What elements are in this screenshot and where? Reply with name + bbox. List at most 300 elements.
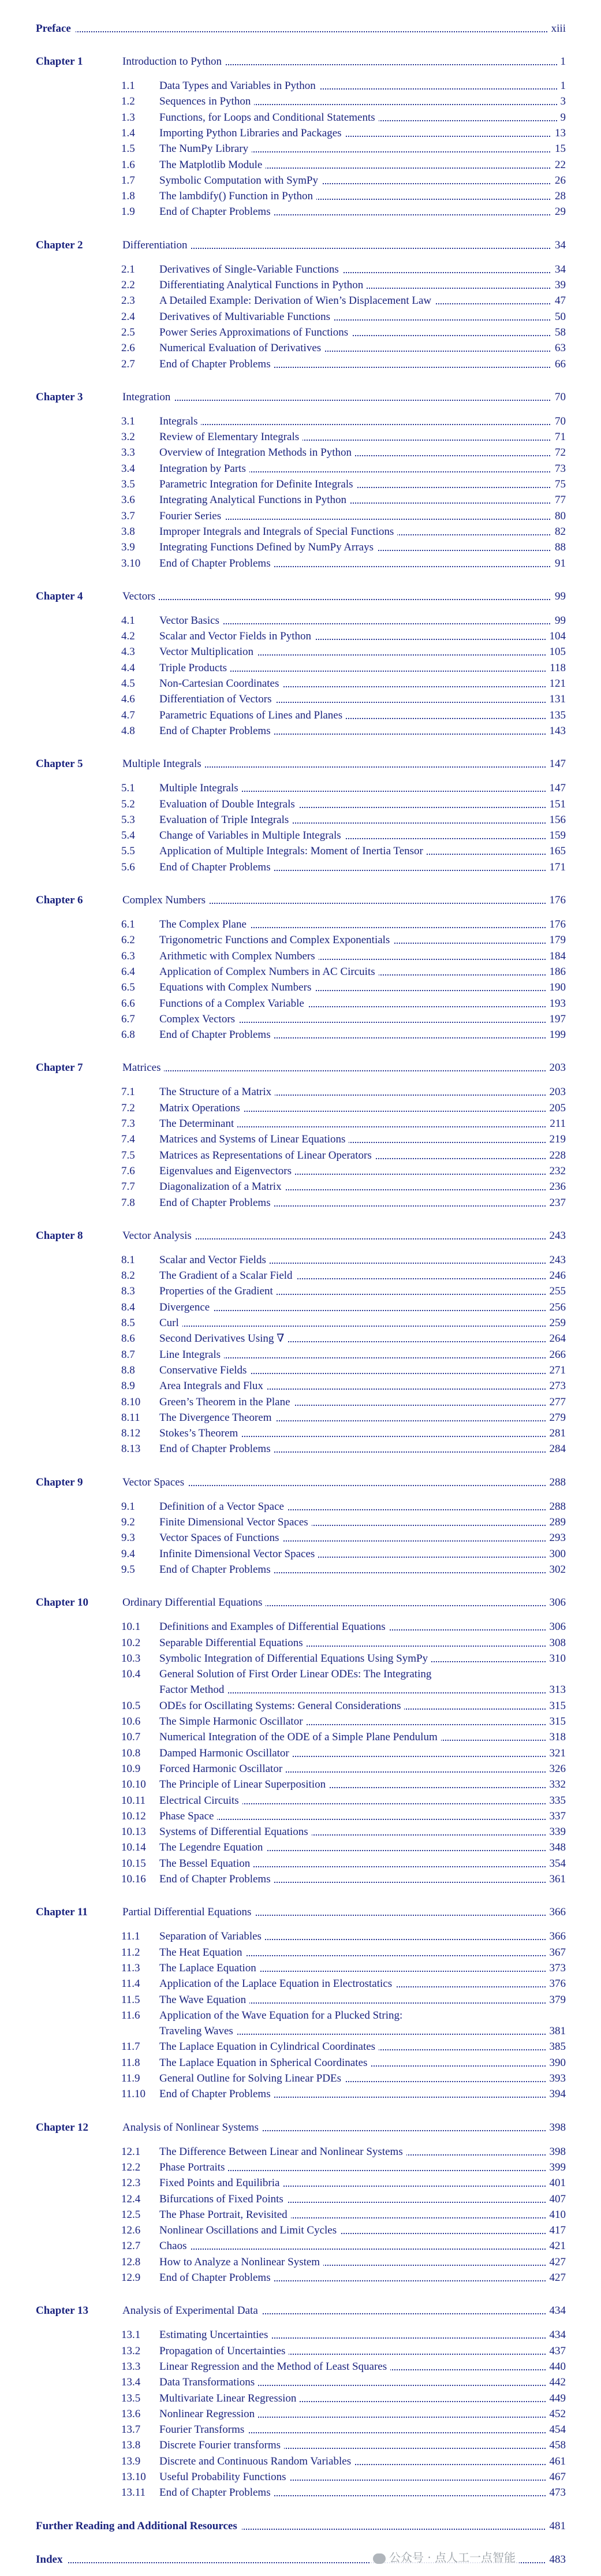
toc-chapter-entry[interactable]: [0, 390, 601, 404]
toc-section-entry[interactable]: [0, 918, 601, 932]
toc-section-entry[interactable]: [0, 1547, 601, 1561]
toc-section-entry[interactable]: [0, 2271, 601, 2285]
section-title: Second Derivatives Using ∇: [159, 1332, 288, 1346]
toc-section-entry[interactable]: [0, 1427, 601, 1440]
page-number: 255: [546, 1285, 566, 1298]
toc-section-entry[interactable]: [0, 630, 601, 643]
toc-section-entry[interactable]: [0, 2376, 601, 2389]
toc-section-entry[interactable]: [0, 1117, 601, 1131]
toc-section-entry[interactable]: [0, 1620, 601, 1634]
toc-section-entry[interactable]: [0, 1794, 601, 1808]
page-number: 104: [546, 630, 566, 643]
section-title: General Solution of First Order Linear ODEs: The Integrating: [159, 1667, 435, 1681]
page-number: 473: [546, 2486, 566, 2500]
section-number: 12.4: [121, 2192, 144, 2206]
toc-section-entry[interactable]: [0, 677, 601, 691]
section-title: Application of the Laplace Equation in Electrostatics: [159, 1977, 395, 1991]
toc-section-entry[interactable]: [0, 1253, 601, 1267]
section-title: The Determinant: [159, 1117, 237, 1131]
toc-section-entry[interactable]: [0, 278, 601, 292]
section-title: Divergence: [159, 1301, 213, 1315]
page-number: 105: [546, 645, 566, 659]
watermark-text: 公众号 · 点人工一点智能: [389, 2551, 516, 2564]
toc-section-entry[interactable]: [0, 950, 601, 963]
page-number: 190: [546, 981, 566, 995]
toc-section-entry[interactable]: [0, 1747, 601, 1760]
section-title: End of Chapter Problems: [159, 2087, 274, 2101]
toc-section-entry[interactable]: [0, 1332, 601, 1346]
chapter-label: Chapter 7: [36, 1061, 87, 1075]
dot-leader: [159, 1310, 566, 1311]
section-number: 8.3: [121, 1285, 139, 1298]
toc-section-entry[interactable]: [0, 1652, 601, 1666]
section-number: 5.3: [121, 813, 139, 827]
toc-section-entry[interactable]: [0, 1411, 601, 1425]
toc-section-entry[interactable]: [0, 446, 601, 460]
toc-section-entry[interactable]: [0, 1301, 601, 1315]
toc-section-entry[interactable]: [0, 2072, 601, 2086]
page-number: 385: [546, 2040, 566, 2054]
toc-section-entry[interactable]: [0, 2009, 601, 2023]
toc-chapter-entry[interactable]: [0, 1905, 601, 1919]
section-number: 1.9: [121, 205, 139, 219]
dot-leader: [122, 400, 566, 401]
toc-section-entry[interactable]: [0, 525, 601, 539]
section-title: Integrals: [159, 415, 201, 429]
section-number: 10.13: [121, 1825, 150, 1839]
toc-section-entry[interactable]: [0, 614, 601, 628]
toc-section-entry[interactable]: [0, 1085, 601, 1099]
page-number: 401: [546, 2176, 566, 2190]
section-title: End of Chapter Problems: [159, 1196, 274, 1210]
toc-section-entry[interactable]: [0, 2470, 601, 2484]
toc-chapter-entry[interactable]: [0, 894, 601, 907]
toc-section-entry[interactable]: [0, 174, 601, 188]
section-title: Chaos: [159, 2239, 191, 2253]
toc-section-entry[interactable]: [0, 1715, 601, 1729]
toc-section-entry[interactable]: [0, 2224, 601, 2238]
toc-section-entry[interactable]: [0, 2392, 601, 2406]
section-number: 7.1: [121, 1085, 139, 1099]
section-title: Data Types and Variables in Python: [159, 79, 319, 93]
toc-section-entry[interactable]: [0, 142, 601, 156]
section-title: Improper Integrals and Integrals of Special Functions: [159, 525, 397, 539]
toc-section-entry[interactable]: [0, 95, 601, 109]
section-title: Change of Variables in Multiple Integrals: [159, 829, 345, 843]
section-number: 10.16: [121, 1873, 150, 1886]
toc-section-entry[interactable]: [0, 1825, 601, 1839]
section-title: Separation of Variables: [159, 1930, 265, 1944]
section-number: 3.8: [121, 525, 139, 539]
section-title: The Divergence Theorem: [159, 1411, 275, 1425]
page-number: 427: [546, 2271, 566, 2285]
toc-section-entry[interactable]: [0, 2255, 601, 2269]
watermark: [369, 2547, 519, 2566]
section-title: Integration by Parts: [159, 462, 249, 476]
toc-section-entry[interactable]: [0, 1636, 601, 1650]
section-number: 4.2: [121, 630, 139, 643]
page-number: 308: [546, 1636, 566, 1650]
toc-section-entry[interactable]: [0, 478, 601, 492]
toc-section-entry[interactable]: [0, 1164, 601, 1178]
toc-section-entry[interactable]: [0, 1930, 601, 1944]
toc-section-entry[interactable]: [0, 693, 601, 706]
page-number: 288: [546, 1500, 566, 1514]
toc-section-entry[interactable]: [0, 645, 601, 659]
section-number: 11.7: [121, 2040, 144, 2054]
section-number: 8.12: [121, 1427, 144, 1440]
toc-section-entry[interactable]: [0, 462, 601, 476]
page-number: 143: [546, 724, 566, 738]
toc-section-entry[interactable]: [0, 1762, 601, 1776]
section-title: The Difference Between Linear and Nonlinear Systems: [159, 2145, 406, 2159]
section-number: 11.2: [121, 1946, 144, 1960]
toc-section-entry[interactable]: [0, 263, 601, 277]
toc-section-entry[interactable]: [0, 1516, 601, 1529]
toc-section-entry[interactable]: [0, 493, 601, 507]
section-number: 11.8: [121, 2056, 144, 2070]
section-number: 10.11: [121, 1794, 149, 1808]
toc-section-entry[interactable]: [0, 1667, 601, 1681]
section-number: 1.6: [121, 158, 139, 172]
section-title: Fourier Transforms: [159, 2423, 248, 2437]
toc-section-entry[interactable]: [0, 1028, 601, 1042]
toc-section-entry[interactable]: [0, 2439, 601, 2452]
section-number: 10.8: [121, 1747, 144, 1760]
section-number: 3.2: [121, 430, 139, 444]
section-title: Parametric Equations of Lines and Planes: [159, 709, 346, 723]
section-title: Power Series Approximations of Functions: [159, 326, 352, 340]
toc-section-entry[interactable]: [0, 1395, 601, 1409]
section-title: Functions of a Complex Variable: [159, 997, 308, 1011]
section-title: Eigenvalues and Eigenvectors: [159, 1164, 295, 1178]
toc-section-entry[interactable]: [0, 1149, 601, 1163]
section-number: 8.13: [121, 1442, 144, 1456]
toc-section-entry[interactable]: [0, 1563, 601, 1577]
section-title: End of Chapter Problems: [159, 358, 274, 371]
toc-section-entry[interactable]: [0, 158, 601, 172]
page-number: 211: [546, 1117, 566, 1131]
toc-section-entry[interactable]: [0, 2087, 601, 2101]
toc-section-entry[interactable]: [0, 1500, 601, 1514]
section-number: 13.3: [121, 2360, 144, 2374]
section-title: Arithmetic with Complex Numbers: [159, 950, 319, 963]
page-number: 63: [551, 341, 566, 355]
toc-section-entry[interactable]: [0, 1180, 601, 1194]
section-number: 2.1: [121, 263, 139, 277]
section-number: 11.3: [121, 1961, 144, 1975]
dot-leader: [159, 1326, 566, 1327]
toc-section-entry[interactable]: [0, 430, 601, 444]
toc-section-entry[interactable]: [0, 709, 601, 723]
toc-section-entry[interactable]: [0, 2145, 601, 2159]
page-number: 3: [557, 95, 566, 109]
section-title: Systems of Differential Equations: [159, 1825, 312, 1839]
toc-section-entry[interactable]: [0, 1348, 601, 1362]
page-number: 47: [551, 294, 566, 308]
toc-chapter-entry[interactable]: [0, 1596, 601, 1610]
toc-section-entry[interactable]: [0, 661, 601, 675]
toc-section-entry[interactable]: [0, 2328, 601, 2342]
toc-section-entry[interactable]: [0, 1730, 601, 1744]
page-number: 279: [546, 1411, 566, 1425]
page-number: 236: [546, 1180, 566, 1194]
toc-section-entry[interactable]: [0, 2423, 601, 2437]
toc-front-entry[interactable]: [0, 22, 601, 36]
section-number: 5.1: [121, 781, 139, 795]
toc-chapter-entry[interactable]: [0, 239, 601, 252]
toc-section-entry[interactable]: [0, 844, 601, 858]
section-number: 10.5: [121, 1699, 144, 1713]
section-number: 2.2: [121, 278, 139, 292]
toc-section-entry[interactable]: [0, 415, 601, 429]
section-title: Multivariate Linear Regression: [159, 2392, 300, 2406]
section-title: Finite Dimensional Vector Spaces: [159, 1516, 312, 1529]
toc-section-entry[interactable]: [0, 933, 601, 947]
section-title: Numerical Integration of the ODE of a Simple Plane Pendulum: [159, 1730, 441, 1744]
page-number: 366: [546, 1930, 566, 1944]
chapter-title: Analysis of Experimental Data: [122, 2304, 262, 2318]
page-number: 302: [546, 1563, 566, 1577]
page-number: 337: [546, 1810, 566, 1823]
page-number: 399: [546, 2161, 566, 2175]
dot-leader: [159, 1819, 566, 1820]
page-number: 1: [557, 79, 566, 93]
chapter-title: Introduction to Python: [122, 55, 225, 69]
toc-section-entry[interactable]: [0, 2344, 601, 2358]
toc-section-entry[interactable]: [0, 358, 601, 371]
toc-section-entry-continued[interactable]: [0, 2024, 601, 2038]
toc-chapter-entry[interactable]: [0, 757, 601, 771]
toc-section-entry[interactable]: [0, 798, 601, 811]
section-title: Vector Multiplication: [159, 645, 257, 659]
section-number: 5.4: [121, 829, 139, 843]
page-number: 310: [546, 1652, 566, 1666]
toc-section-entry[interactable]: [0, 294, 601, 308]
page-number: 289: [546, 1516, 566, 1529]
section-number: 12.2: [121, 2161, 144, 2175]
section-number: 5.5: [121, 844, 139, 858]
section-number: 6.7: [121, 1012, 139, 1026]
dot-leader: [122, 1485, 566, 1486]
toc-section-entry[interactable]: [0, 1379, 601, 1393]
dot-leader: [36, 31, 566, 32]
toc-section-entry[interactable]: [0, 1316, 601, 1330]
page-number: 165: [546, 844, 566, 858]
section-number: 12.3: [121, 2176, 144, 2190]
section-number: 9.2: [121, 1516, 139, 1529]
section-number: 3.10: [121, 557, 144, 571]
section-number: 1.4: [121, 126, 139, 140]
toc-section-entry[interactable]: [0, 1531, 601, 1545]
section-title: A Detailed Example: Derivation of Wien’s Displacement Law: [159, 294, 435, 308]
toc-section-entry[interactable]: [0, 1810, 601, 1823]
toc-chapter-entry[interactable]: [0, 55, 601, 69]
page-number: 75: [551, 478, 566, 492]
toc-section-entry[interactable]: [0, 1285, 601, 1298]
toc-section-entry[interactable]: [0, 1364, 601, 1378]
section-number: 4.5: [121, 677, 139, 691]
page-number: 26: [551, 174, 566, 188]
toc-section-entry[interactable]: [0, 861, 601, 874]
chapter-title: Differentiation: [122, 239, 191, 252]
section-title: Functions, for Loops and Conditional Statements: [159, 111, 379, 125]
toc-section-entry[interactable]: [0, 205, 601, 219]
toc-section-entry[interactable]: [0, 2192, 601, 2206]
toc-chapter-entry[interactable]: [0, 1476, 601, 1490]
page-number: 203: [546, 1085, 566, 1099]
section-number: 4.7: [121, 709, 139, 723]
section-title: Symbolic Integration of Differential Equations Using SymPy: [159, 1652, 431, 1666]
page-number: 29: [551, 205, 566, 219]
toc-chapter-entry[interactable]: [0, 590, 601, 604]
page-number: 203: [546, 1061, 566, 1075]
toc-section-entry[interactable]: [0, 2360, 601, 2374]
page-number: 237: [546, 1196, 566, 1210]
toc-section-entry[interactable]: [0, 189, 601, 203]
toc-section-entry[interactable]: [0, 2040, 601, 2054]
toc-section-entry[interactable]: [0, 541, 601, 554]
toc-section-entry[interactable]: [0, 1841, 601, 1855]
toc-section-entry[interactable]: [0, 2239, 601, 2253]
page-number: 99: [551, 614, 566, 628]
toc-section-entry[interactable]: [0, 1873, 601, 1886]
section-title-continued: Factor Method: [159, 1683, 227, 1697]
toc-section-entry[interactable]: [0, 2407, 601, 2421]
section-title: Discrete and Continuous Random Variables: [159, 2455, 354, 2469]
page-number: 300: [546, 1547, 566, 1561]
page-number: 306: [546, 1596, 566, 1610]
page-number: 318: [546, 1730, 566, 1744]
section-number: 6.4: [121, 965, 139, 979]
toc-section-entry[interactable]: [0, 829, 601, 843]
section-number: 10.1: [121, 1620, 144, 1634]
toc-chapter-entry[interactable]: [0, 1229, 601, 1243]
section-number: 1.7: [121, 174, 139, 188]
toc-section-entry[interactable]: [0, 557, 601, 571]
dot-leader: [122, 1070, 566, 1071]
toc-section-entry[interactable]: [0, 126, 601, 140]
toc-back-entry[interactable]: [0, 2519, 601, 2533]
toc-section-entry[interactable]: [0, 2161, 601, 2175]
page-number: 243: [546, 1229, 566, 1243]
section-title: Properties of the Gradient: [159, 1285, 277, 1298]
toc-section-entry[interactable]: [0, 813, 601, 827]
toc-section-entry[interactable]: [0, 2176, 601, 2190]
toc-chapter-entry[interactable]: [0, 2304, 601, 2318]
toc-section-entry[interactable]: [0, 1946, 601, 1960]
page-number: 243: [546, 1253, 566, 1267]
page-number: 228: [546, 1149, 566, 1163]
toc-section-entry[interactable]: [0, 2056, 601, 2070]
section-title: Evaluation of Triple Integrals: [159, 813, 292, 827]
chapter-label: Chapter 9: [36, 1476, 87, 1490]
page-number: 34: [551, 263, 566, 277]
section-title: End of Chapter Problems: [159, 1442, 274, 1456]
section-title: The Complex Plane: [159, 918, 250, 932]
section-number: 8.8: [121, 1364, 139, 1378]
section-title: The Principle of Linear Superposition: [159, 1778, 329, 1792]
section-number: 6.6: [121, 997, 139, 1011]
toc-section-entry[interactable]: [0, 79, 601, 93]
toc-section-entry[interactable]: [0, 1857, 601, 1871]
section-number: 5.2: [121, 798, 139, 811]
page-number: 393: [546, 2072, 566, 2086]
toc-section-entry[interactable]: [0, 1133, 601, 1146]
toc-section-entry[interactable]: [0, 724, 601, 738]
toc-section-entry[interactable]: [0, 326, 601, 340]
toc-section-entry[interactable]: [0, 1778, 601, 1792]
section-number: 8.7: [121, 1348, 139, 1362]
section-title: Numerical Evaluation of Derivatives: [159, 341, 324, 355]
section-number: 8.1: [121, 1253, 139, 1267]
page-number: 39: [551, 278, 566, 292]
section-number: 13.4: [121, 2376, 144, 2389]
toc-section-entry-continued[interactable]: [0, 1683, 601, 1697]
toc-section-entry[interactable]: [0, 2486, 601, 2500]
toc-section-entry[interactable]: [0, 509, 601, 523]
section-title: End of Chapter Problems: [159, 861, 274, 874]
section-number: 13.1: [121, 2328, 144, 2342]
chapter-label: Chapter 3: [36, 390, 87, 404]
toc-section-entry[interactable]: [0, 997, 601, 1011]
toc-chapter-entry[interactable]: [0, 2121, 601, 2135]
toc-section-entry[interactable]: [0, 1961, 601, 1975]
toc-chapter-entry[interactable]: [0, 1061, 601, 1075]
toc-section-entry[interactable]: [0, 111, 601, 125]
toc-section-entry[interactable]: [0, 1699, 601, 1713]
section-title: Vector Basics: [159, 614, 223, 628]
section-number: 2.3: [121, 294, 139, 308]
toc-section-entry[interactable]: [0, 1442, 601, 1456]
section-number: 4.1: [121, 614, 139, 628]
section-number: 9.3: [121, 1531, 139, 1545]
toc-section-entry[interactable]: [0, 965, 601, 979]
toc-section-entry[interactable]: [0, 2208, 601, 2222]
toc-section-entry[interactable]: [0, 1269, 601, 1283]
page-number: 193: [546, 997, 566, 1011]
toc-section-entry[interactable]: [0, 1993, 601, 2007]
toc-section-entry[interactable]: [0, 1196, 601, 1210]
page-number: 219: [546, 1133, 566, 1146]
section-title: End of Chapter Problems: [159, 1563, 274, 1577]
toc-section-entry[interactable]: [0, 1012, 601, 1026]
section-title: The Phase Portrait, Revisited: [159, 2208, 291, 2222]
section-number: 7.2: [121, 1101, 139, 1115]
section-title: End of Chapter Problems: [159, 2486, 274, 2500]
page-number: 332: [546, 1778, 566, 1792]
toc-section-entry[interactable]: [0, 981, 601, 995]
section-title: Damped Harmonic Oscillator: [159, 1747, 293, 1760]
page-number: 449: [546, 2392, 566, 2406]
section-title: Symbolic Computation with SymPy: [159, 174, 322, 188]
page-number: 147: [546, 757, 566, 771]
toc-section-entry[interactable]: [0, 310, 601, 324]
toc-section-entry[interactable]: [0, 781, 601, 795]
section-number: 13.9: [121, 2455, 144, 2469]
page-number: 427: [546, 2255, 566, 2269]
toc-section-entry[interactable]: [0, 2455, 601, 2469]
toc-section-entry[interactable]: [0, 341, 601, 355]
section-number: 13.11: [121, 2486, 149, 2500]
section-number: 10.10: [121, 1778, 150, 1792]
toc-section-entry[interactable]: [0, 1977, 601, 1991]
section-number: 5.6: [121, 861, 139, 874]
toc-section-entry[interactable]: [0, 1101, 601, 1115]
section-number: 1.1: [121, 79, 139, 93]
section-number: 7.7: [121, 1180, 139, 1194]
section-title-continued: Traveling Waves: [159, 2024, 237, 2038]
